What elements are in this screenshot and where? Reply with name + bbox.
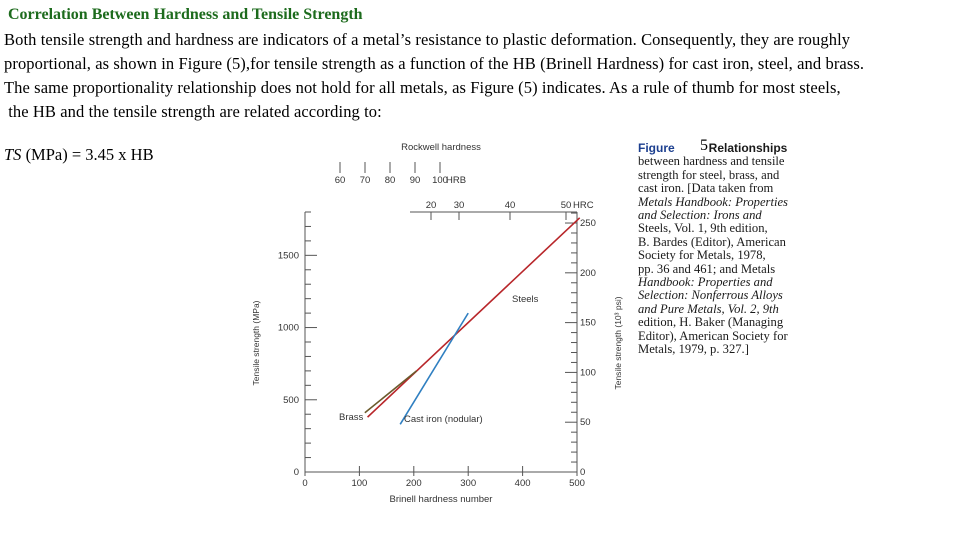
hrb-tick-label: 90 [409, 175, 421, 186]
caption-line: Metals, 1979, p. 327.] [638, 342, 749, 357]
y-axis-label-right: Tensile strength (10³ psi) [613, 296, 623, 390]
paragraph-line: the HB and the tensile strength are related according to: [4, 102, 382, 121]
x-tick-label: 0 [302, 478, 308, 489]
y-tick-label-right: 100 [580, 367, 596, 379]
y-tick-label-left: 1500 [277, 250, 299, 262]
rockwell-axes [335, 162, 594, 220]
series-label-brass: Brass [339, 412, 364, 423]
formula-symbol: TS [4, 145, 22, 164]
slide-title: Correlation Between Hardness and Tensile Strength [8, 6, 363, 23]
y-tick-label-left: 0 [293, 467, 299, 478]
caption-line-first [638, 142, 838, 155]
paragraph-line: Both tensile strength and hardness are indicators of a metal’s resistance to plastic deformation. Consequently, they are roughly [4, 30, 851, 49]
y-tick-label-left: 1000 [277, 322, 299, 334]
hrb-tick-label: 70 [359, 175, 371, 186]
y-tick-label-right: 50 [580, 417, 591, 429]
caption-line: Relationships [708, 141, 788, 155]
caption-line: and Selection: Irons and [638, 208, 762, 223]
hrc-tick-label: 20 [425, 200, 437, 211]
caption-line: Selection: Nonferrous Alloys [638, 288, 783, 303]
caption-line: strength for steel, brass, and [638, 167, 780, 182]
caption-line: pp. 36 and 461; and Metals [638, 261, 776, 276]
x-tick-label: 500 [569, 478, 585, 489]
hrc-tick-label: 40 [504, 200, 516, 211]
hardness-tensile-chart [240, 138, 630, 508]
cast-iron-line [400, 313, 468, 424]
x-axis-label: Brinell hardness number [389, 494, 493, 505]
y-tick-label-right: 250 [580, 218, 596, 230]
hrb-tick-label: 80 [384, 175, 396, 186]
hrc-tick-label: 50 [560, 200, 572, 211]
x-tick-label: 100 [351, 478, 368, 489]
caption-line: Steels, Vol. 1, 9th edition, [638, 221, 768, 236]
x-tick-label: 300 [460, 478, 477, 489]
caption-line: edition, H. Baker (Managing [638, 315, 784, 330]
hrb-unit: HRB [446, 175, 467, 186]
formula-expression: (MPa) = 3.45 x HB [21, 145, 154, 164]
paragraph-line: proportional, as shown in Figure (5),for tensile strength as a function of the HB (Brinell Hardness) for cast iron, steel, and brass. [4, 54, 865, 73]
figure-word: Figure [638, 141, 675, 155]
steels-line [368, 218, 580, 417]
figure-caption [638, 142, 838, 357]
caption-rest [638, 155, 838, 356]
caption-line: and Pure Metals, Vol. 2, 9th [638, 301, 779, 316]
series-label-steels: Steels [512, 294, 539, 305]
y-tick-label-right: 150 [580, 317, 596, 329]
body-paragraph [4, 28, 954, 124]
caption-line: between hardness and tensile [638, 154, 785, 169]
hrb-tick-label: 60 [334, 175, 346, 186]
formula [4, 145, 154, 165]
series-lines [365, 218, 580, 425]
x-ticks [302, 466, 585, 489]
caption-line: Metals Handbook: Properties [638, 194, 788, 209]
caption-line: Society for Metals, 1978, [638, 248, 766, 263]
y-ticks-right [565, 213, 596, 478]
series-label-cast-iron: Cast iron (nodular) [404, 414, 483, 425]
hrb-tick-label: 100 [432, 175, 448, 186]
caption-line: cast iron. [Data taken from [638, 181, 774, 196]
y-ticks-left [278, 212, 317, 478]
hrc-unit: HRC [573, 200, 594, 211]
figure-number: 5 [700, 137, 708, 154]
y-tick-label-left: 500 [283, 394, 299, 406]
caption-line: Editor), American Society for [638, 328, 788, 343]
caption-line: Handbook: Properties and [638, 275, 773, 290]
paragraph-line: The same proportionality relationship does not hold for all metals, as Figure (5) indicates. As a rule of thumb for most steels, [4, 78, 841, 97]
hrc-tick-label: 30 [453, 200, 465, 211]
y-tick-label-right: 200 [580, 267, 596, 279]
y-axis-label-left: Tensile strength (MPa) [251, 300, 261, 386]
rockwell-title: Rockwell hardness [401, 142, 481, 153]
x-tick-label: 200 [405, 478, 422, 489]
caption-line: B. Bardes (Editor), American [638, 234, 786, 249]
y-tick-label-right: 0 [580, 467, 586, 478]
x-tick-label: 400 [514, 478, 531, 489]
brass-line [365, 371, 417, 413]
